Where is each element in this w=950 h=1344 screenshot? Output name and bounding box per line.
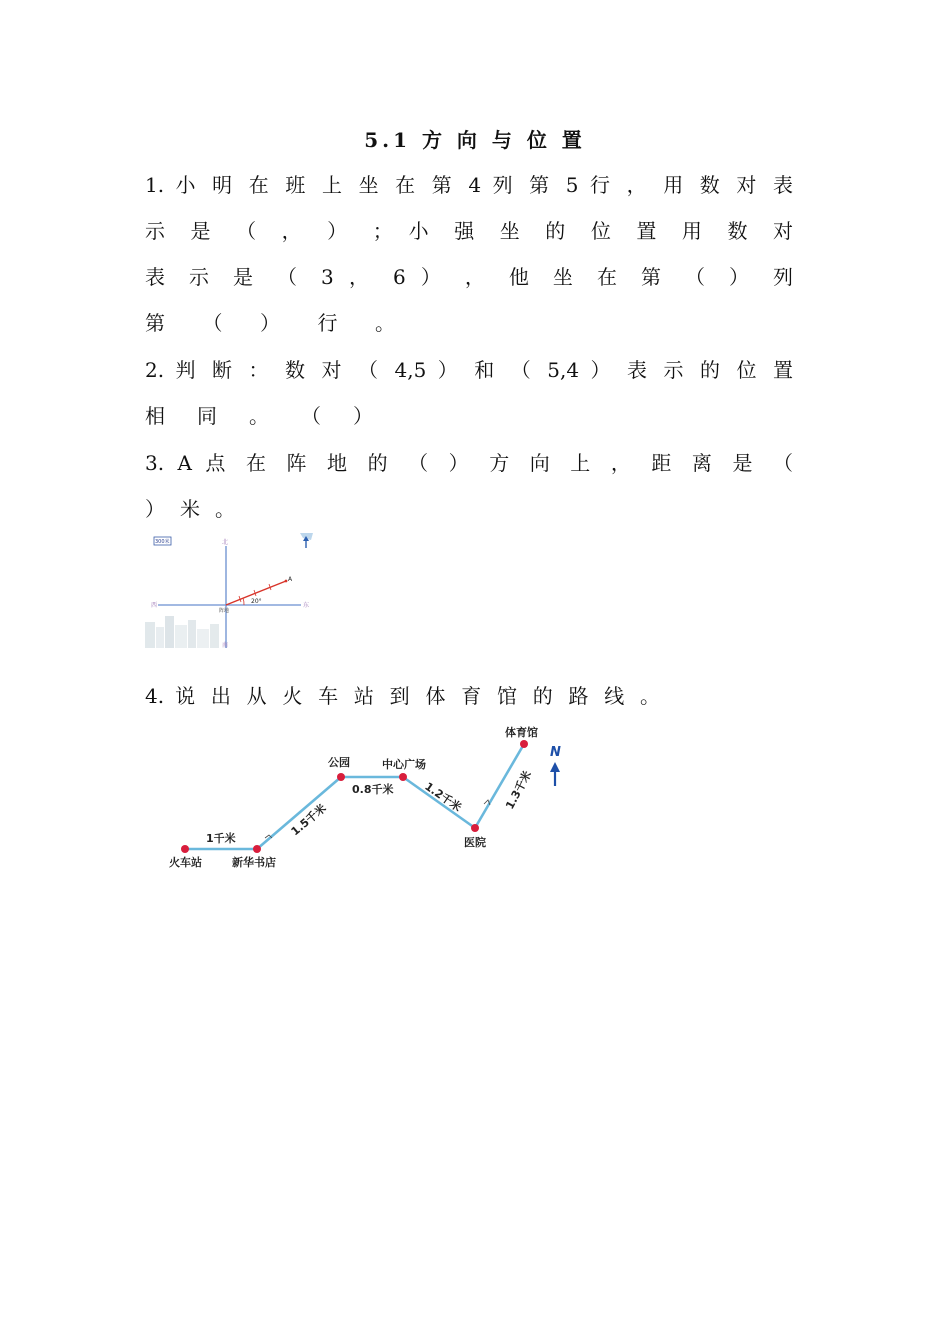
station-dot-stadium [520,740,528,748]
distance-1: 1千米 [206,832,236,845]
q3-line-2: ） 米 。 [145,497,235,521]
route-line [185,744,524,849]
station-dot-bookstore [253,845,261,853]
station-dot-plaza [399,773,407,781]
north-label: 北 [222,539,229,546]
distance-4: 1.2千米 [422,779,464,815]
south-label: 南 [222,642,229,649]
station-plaza: 中心广场 [382,758,426,771]
q1-line-3: 表 示 是 （ 3 ， 6 ） ， 他 坐 在 第 （ ） 列 [145,265,793,289]
west-label: 西 [151,602,158,609]
point-a-label: A [288,576,293,583]
station-dot-hospital [471,824,479,832]
station-bookstore: 新华书店 [232,856,276,869]
q1-line-4: 第 （ ） 行 。 [145,311,395,335]
station-hospital: 医院 [464,836,486,849]
q3-line-1: 3. A 点 在 阵 地 的 （ ） 方 向 上 ， 距 离 是 （ [145,451,793,475]
station-park: 公园 [328,756,350,769]
q2-line-1: 2. 判 断 ： 数 对 （ 4,5 ） 和 （ 5,4 ） 表 示 的 位 置 [145,358,793,382]
route-map [160,718,590,878]
q4-line-1: 4. 说 出 从 火 车 站 到 体 育 馆 的 路 线 。 [145,684,660,708]
direction-diagram [143,530,323,650]
q2-line-2: 相 同 。 （ ） [145,404,373,428]
station-dot-park [337,773,345,781]
q1-line-2: 示 是 （ ， ） ； 小 强 坐 的 位 置 用 数 对 [145,219,793,243]
angle-arc [243,598,244,605]
station-stadium: 体育馆 [505,726,538,739]
station-dot-train [181,845,189,853]
skyline-decoration [145,616,219,648]
origin-label: 阵地 [219,608,230,614]
scale-label: 300米 [155,539,170,545]
distance-2: 1.5千米 [288,801,329,839]
distance-3: 0.8千米 [352,783,394,796]
angle-label: 20° [251,598,262,605]
distance-5: 1.3千米 [503,768,535,812]
north-arrow-icon [550,762,560,772]
point-a [285,580,288,583]
north-label: N [550,745,561,760]
page-title: 5.1 方 向 与 位 置 [364,128,586,152]
east-label: 东 [303,602,310,609]
station-train: 火车站 [169,856,202,869]
q1-line-1: 1. 小 明 在 班 上 坐 在 第 4 列 第 5 行 ， 用 数 对 表 [145,173,793,197]
